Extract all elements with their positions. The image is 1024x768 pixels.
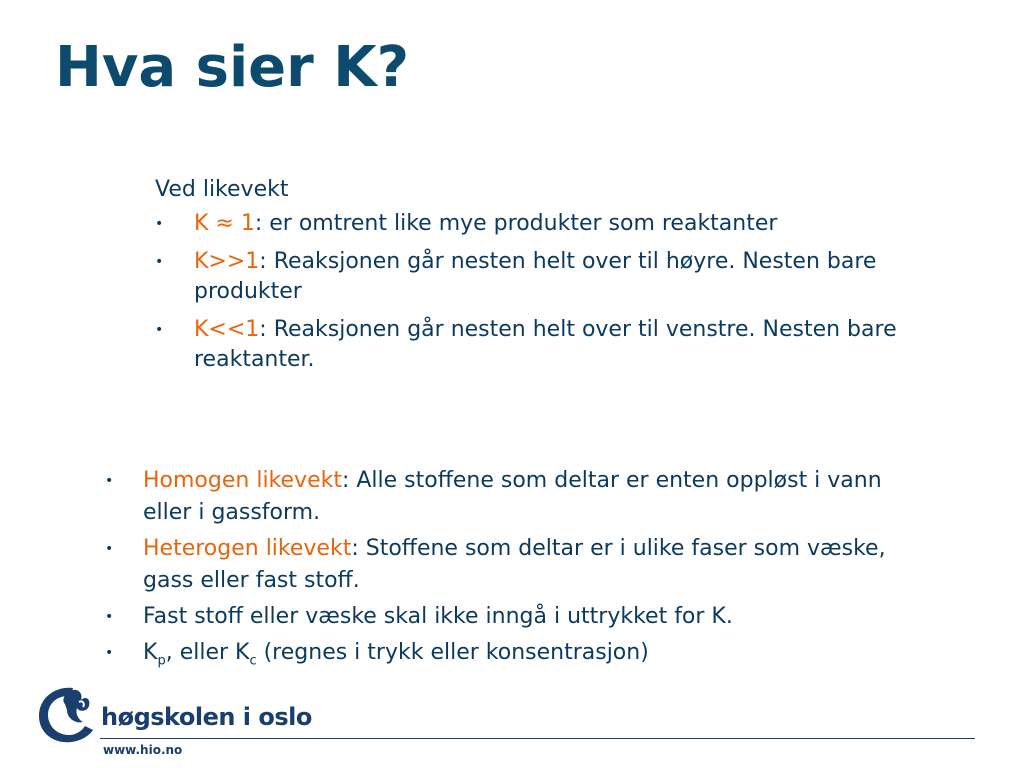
- bullet-icon: •: [105, 609, 114, 625]
- logo-url: www.hio.no: [103, 743, 183, 757]
- k-value-label: K<<1: [194, 317, 260, 342]
- k-value-label: K>>1: [194, 249, 260, 274]
- list-item-text: Fast stoff eller væske skal ikke inngå i uttrykket for K.: [143, 604, 733, 629]
- bullet-icon: •: [155, 322, 164, 338]
- kp-subscript: p: [157, 653, 166, 669]
- term-label: Homogen likevekt: [143, 468, 342, 493]
- list-item: [105, 533, 895, 597]
- kp-symbol: K: [143, 640, 158, 665]
- kc-connector: , eller K: [165, 640, 250, 665]
- list-item-text: : Reaksjonen går nesten helt over til venstre. Nesten bare reaktanter.: [194, 317, 897, 372]
- list-item-text: : Reaksjonen går nesten helt over til høyre. Nesten bare produkter: [194, 249, 877, 304]
- list-item-text: : Alle stoffene som deltar er enten oppløst i vann eller i gassform.: [143, 468, 882, 525]
- logo-wordmark: høgskolen i oslo: [101, 703, 312, 731]
- list-item: [155, 247, 935, 307]
- kc-subscript: c: [249, 653, 257, 669]
- bullet-icon: •: [155, 216, 164, 232]
- bullet-icon: •: [105, 645, 114, 661]
- list-item-text: (regnes i trykk eller konsentrasjon): [256, 640, 649, 665]
- list-item: [155, 209, 935, 239]
- list-item-text: : Stoffene som deltar er i ulike faser som væske, gass eller fast stoff.: [143, 536, 886, 593]
- page-title: Hva sier K?: [55, 35, 410, 100]
- types-list: [105, 465, 895, 669]
- list-item: [105, 637, 895, 669]
- term-label: Heterogen likevekt: [143, 536, 352, 561]
- equilibrium-types-section: [105, 465, 895, 673]
- list-item: [155, 315, 935, 375]
- equilibrium-section: [155, 175, 935, 383]
- list-item: [105, 465, 895, 529]
- equilibrium-intro: Ved likevekt: [155, 177, 289, 202]
- footer-divider: [100, 738, 975, 739]
- hio-logo-icon: [35, 680, 97, 752]
- bullet-icon: •: [105, 473, 114, 489]
- bullet-icon: •: [155, 254, 164, 270]
- list-item-text: : er omtrent like mye produkter som reaktanter: [254, 211, 778, 236]
- equilibrium-list: [155, 209, 935, 375]
- list-item: [105, 601, 895, 633]
- bullet-icon: •: [105, 541, 114, 557]
- k-value-label: K ≈ 1: [194, 211, 255, 236]
